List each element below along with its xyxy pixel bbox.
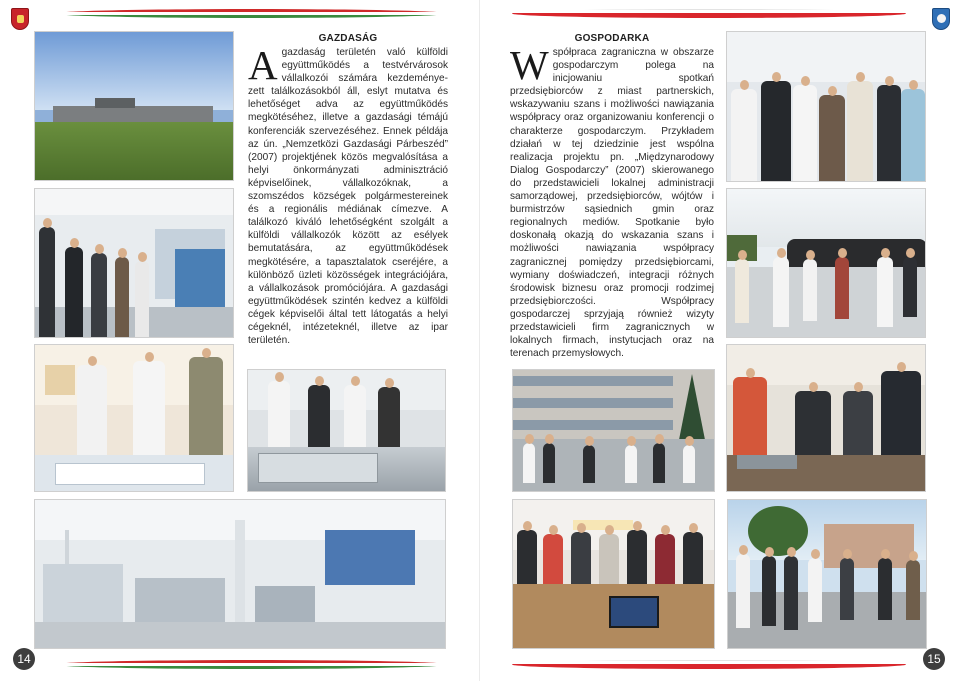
article-paragraph: gazdaság területén való külföldi együttműködés a testvérvárosok vállalkozói számára kezdeménye-zett találkozásokból áll, eslyt mutatva és lehetőséget adva az együttműködés megkötéséhez, illetve a gazdasági témájú konferenciák szervezéséhez. Ennek példája az ún. „Nemzetközi Gazdasági Párbeszéd” (2007) projektjének közös megvalósítása a helyi önkormányzati adminisztráció képviselőinek, vállalkozóknak, a szomszédos községek polgármestereinek és a regionális médiának címezve. A találkozó kiváló lehetőségként szolgált a külföldi vállalkozók között az esélyek bemutatására, az együttműködések megkötésére, a tapasztalatok cseréjére, a különböző üzleti közösségek integrációjára, a vállalkozások promóciójára. A gazdasági együttműködések szintén kedvez a külföldi cégek képviselői által tett látogatás a helyi cégeknél, intézeteknél, illetve az ipar területén. <box>248 47 448 347</box>
photo-factory-building <box>512 369 715 492</box>
right-page <box>480 0 960 681</box>
photo-group-in-hall <box>726 31 926 182</box>
photo-workshop <box>34 499 446 649</box>
hungarian-flag-ribbon-top <box>55 9 448 18</box>
hungarian-flag-ribbon-bottom <box>55 660 448 669</box>
dropcap-letter: A <box>248 42 278 88</box>
body-text-gazdasag <box>248 42 448 347</box>
page-number: 14 <box>13 648 35 670</box>
page-heading-gospodarka: GOSPODARKA <box>574 33 650 44</box>
body-text-gospodarka <box>510 42 714 360</box>
polish-town-crest-icon <box>932 8 950 30</box>
hungarian-town-crest-icon <box>11 8 29 30</box>
photo-business-meeting <box>726 344 926 492</box>
page-number: 15 <box>923 648 945 670</box>
photo-kitchen-equipment <box>247 369 446 492</box>
polish-flag-ribbon-bottom <box>512 660 906 669</box>
photo-factory-hall-visitors <box>34 188 234 338</box>
polish-flag-ribbon-top <box>512 9 906 18</box>
photo-outdoor-group <box>727 499 927 649</box>
page-heading-gazdasag: GAZDASÁG <box>318 33 378 44</box>
photo-conference-audience <box>512 499 715 649</box>
photo-meeting-room <box>34 344 234 492</box>
photo-industrial-site <box>34 31 234 181</box>
photo-yard-tires <box>726 188 926 338</box>
article-paragraph: spółpraca zagraniczna w obszarze gospodarczym polega na inicjowaniu spotkań przedsiębiorców z miast partnerskich, wskazywaniu szans i możliwości nawiązania współpracy oraz organizowaniu konferencji o charakterze gospodarczym. Przykładem działań w tej dziedzinie jest wspólna realizacja projektu pn. „Międzynarodowy Dialog Gospodarczy” (2007) skierowanego do przedstawicieli lokalnej administracji samorządowej, przedsiębiorców, wójtów i burmistrzów sąsiednich gmin oraz regionalnych mediów. Spotkanie było doskonałą okazją do wskazania szans i możliwości nawiązania współpracy zagranicznej pomiędzy przedsiębiorcami, wymiany doświadczeń, integracji różnych środowisk biznesu oraz promocji rodzimej przedsiębiorczości. Współpracy gospodarczej sprzyjają również wizyty przedstawicieli firm zagranicznych w lokalnych firmach, instytucjach oraz na terenach przemysłowych. <box>510 47 714 360</box>
dropcap-letter: W <box>510 42 549 88</box>
